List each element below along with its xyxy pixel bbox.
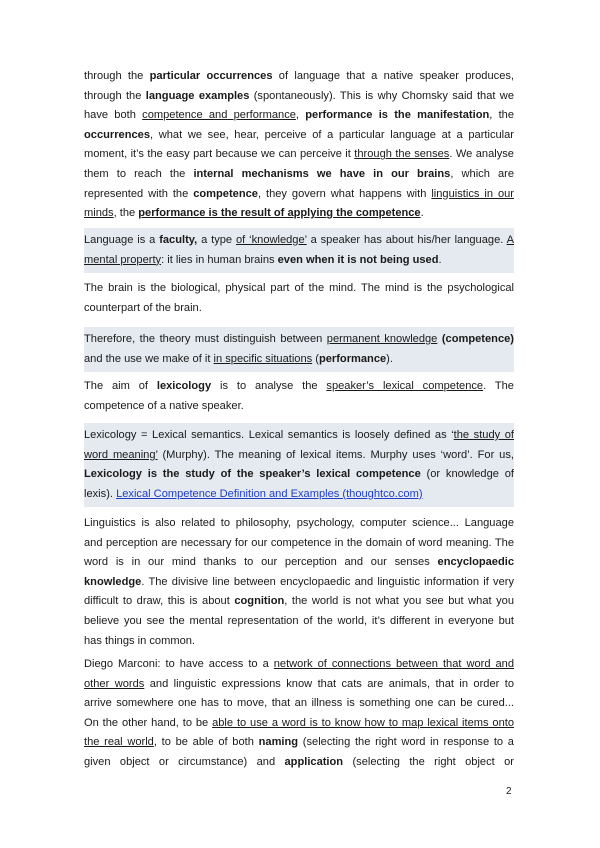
- text-run: performance: [318, 352, 387, 365]
- text-run: encyclopaedic: [437, 556, 514, 569]
- text-run: in specific situations: [213, 352, 313, 365]
- text-run: performance is the manifestation: [305, 109, 490, 122]
- text-run: lexis).: [84, 487, 117, 500]
- text-run: The aim of: [84, 380, 157, 392]
- text-line: [84, 165, 514, 185]
- text-run: Lexicology is the study of the speaker’s lexical competence: [84, 468, 421, 481]
- text-line: [84, 231, 514, 251]
- text-run: given object or circumstance) and: [84, 755, 285, 768]
- text-line: [84, 145, 514, 165]
- text-run: represented with the: [84, 187, 194, 200]
- text-line: [84, 465, 514, 485]
- text-run: , which are: [450, 167, 514, 180]
- text-run: : it lies in human brains: [161, 253, 278, 266]
- text-run: competence: [193, 187, 258, 200]
- text-run: particular occurrences: [149, 70, 273, 82]
- text-line: [84, 279, 514, 299]
- text-line: [84, 753, 514, 773]
- text-run: have both: [84, 109, 143, 122]
- page-number: 2: [506, 786, 512, 797]
- text-run: competence of a native speaker.: [84, 399, 244, 412]
- text-run: lexicology: [156, 380, 212, 392]
- text-run: .: [438, 253, 442, 266]
- text-run: (: [312, 352, 319, 365]
- text-line: [84, 485, 514, 505]
- text-line: [84, 694, 514, 714]
- text-line: [84, 397, 514, 417]
- text-run: knowledge: [84, 575, 142, 588]
- text-run: , to be able of both: [153, 736, 259, 749]
- text-run: minds: [84, 207, 114, 220]
- text-run: them to reach the: [84, 167, 194, 180]
- text-line: [84, 612, 514, 632]
- text-line: [84, 655, 514, 675]
- text-run: difficult to draw, this is about: [84, 595, 235, 608]
- text-line: [84, 377, 514, 397]
- text-run: . The divisive line between encyclopaedic and linguistic information if very: [141, 575, 514, 588]
- text-line: [84, 534, 514, 554]
- text-run: (selecting the right word in response to a: [298, 736, 514, 749]
- text-run: other words: [84, 677, 145, 690]
- text-run: Lexicology = Lexical semantics. Lexical semantics is loosely defined as ‘: [84, 429, 454, 441]
- text-run: , they govern what happens with: [257, 187, 432, 200]
- text-line: [84, 251, 514, 271]
- text-run: occurrences: [84, 128, 150, 141]
- text-run: the real world: [84, 736, 154, 749]
- text-run: , what we see, hear, perceive of a particular language at a particular: [149, 128, 514, 141]
- text-line: [84, 426, 514, 446]
- text-run: linguistics in our: [431, 187, 514, 200]
- text-line: [84, 126, 514, 146]
- text-run: ,: [295, 109, 306, 122]
- text-run: internal mechanisms we have in our brains: [193, 167, 451, 180]
- text-run: mental property: [84, 253, 162, 266]
- thoughtco-link[interactable]: Lexical Competence Definition and Examples (thoughtco.com): [116, 487, 423, 500]
- text-run: a type: [197, 234, 236, 246]
- text-run: believe you see the mental representation of the world, it’s different in everyone but: [84, 614, 514, 627]
- text-run: The brain is the biological, physical part of the mind. The mind is the psychological: [84, 282, 514, 294]
- text-line: [84, 553, 514, 573]
- text-run: Therefore, the theory must distinguish between: [84, 333, 327, 345]
- text-run: of language that a native speaker produces,: [272, 70, 514, 82]
- text-run: has things in common.: [84, 634, 195, 647]
- text-run: permanent knowledge: [326, 333, 438, 345]
- text-line: [84, 733, 514, 753]
- text-run: . The: [483, 380, 514, 392]
- paragraph-competence-performance: [84, 67, 514, 224]
- text-line: [84, 67, 514, 87]
- text-run: through the: [84, 89, 146, 102]
- text-run: application: [284, 755, 344, 768]
- text-run: word is in our mind thanks to our perception and our senses: [84, 556, 438, 569]
- text-run: able to use a word is to know how to map lexical items onto: [212, 716, 515, 729]
- text-line: [84, 204, 514, 224]
- text-run: (Murphy). The meaning of lexical items. Murphy uses ‘word’. For us,: [157, 448, 514, 461]
- text-run: and linguistic expressions know that cats are animals, that in order to: [144, 677, 514, 690]
- text-line: [84, 350, 514, 370]
- text-run: (competence): [441, 333, 514, 345]
- text-run: A: [506, 234, 514, 246]
- text-line: [84, 299, 514, 319]
- text-run: On the other hand, to be: [84, 716, 213, 729]
- text-run: moment, it’s the easy part because we can perceive it: [84, 148, 355, 161]
- paragraph-lexical-semantics: [84, 423, 514, 507]
- text-run: even when it is not being used: [277, 253, 439, 266]
- paragraph-linguistics-perception: [84, 514, 514, 651]
- text-run: performance is the result of applying the competence: [138, 207, 421, 220]
- text-run: speaker’s lexical competence: [326, 380, 484, 392]
- text-run: competence and performance: [142, 109, 296, 122]
- text-line: [84, 185, 514, 205]
- text-run: Language is a: [84, 234, 160, 246]
- text-line: [84, 632, 514, 652]
- text-run: through the: [84, 70, 150, 82]
- paragraph-brain-mind: [84, 279, 514, 318]
- paragraph-aim-of-lexicology: [84, 377, 514, 416]
- text-run: (or knowledge of: [420, 468, 514, 481]
- text-run: (spontaneously). This is why Chomsky said that we: [249, 89, 514, 102]
- text-run: through the senses: [354, 148, 450, 161]
- text-run: language examples: [145, 89, 250, 102]
- text-line: [84, 446, 514, 466]
- text-line: [84, 675, 514, 695]
- paragraph-language-faculty: [84, 228, 514, 273]
- text-run: of ‘knowledge’: [236, 234, 307, 246]
- text-run: naming: [258, 736, 299, 749]
- text-run: cognition: [234, 595, 285, 608]
- paragraph-theory-distinction: [84, 327, 514, 372]
- paragraph-diego-marconi: [84, 655, 514, 773]
- text-run: faculty,: [159, 234, 198, 246]
- text-line: [84, 714, 514, 734]
- text-run: and perception are necessary for our competence in the domain of word meaning. The: [84, 536, 514, 549]
- text-run: Diego Marconi: to have access to a: [84, 658, 274, 670]
- text-line: [84, 514, 514, 534]
- text-run: ).: [386, 352, 393, 365]
- text-line: [84, 330, 514, 350]
- text-run: , the: [489, 109, 515, 122]
- text-line: [84, 592, 514, 612]
- text-run: (selecting the right object or: [343, 755, 514, 768]
- text-run: .: [420, 207, 424, 220]
- text-line: [84, 87, 514, 107]
- text-line: [84, 106, 514, 126]
- text-run: network of connections between that word and: [273, 658, 514, 670]
- text-run: , the: [113, 207, 139, 220]
- text-run: a speaker has about his/her language.: [306, 234, 507, 246]
- text-run: the study of: [453, 429, 514, 441]
- text-run: and the use we make of it: [84, 352, 214, 365]
- text-run: arrive somewhere one has to move, that an illness is something one can be cured...: [84, 697, 514, 710]
- text-run: counterpart of the brain.: [84, 301, 202, 314]
- text-run: word meaning’: [84, 448, 158, 461]
- text-run: . We analyse: [449, 148, 514, 161]
- text-run: is to analyse the: [211, 380, 327, 392]
- text-line: [84, 573, 514, 593]
- text-run: , the world is not what you see but what you: [284, 595, 515, 608]
- text-run: Linguistics is also related to philosophy, psychology, computer science... Language: [84, 517, 514, 529]
